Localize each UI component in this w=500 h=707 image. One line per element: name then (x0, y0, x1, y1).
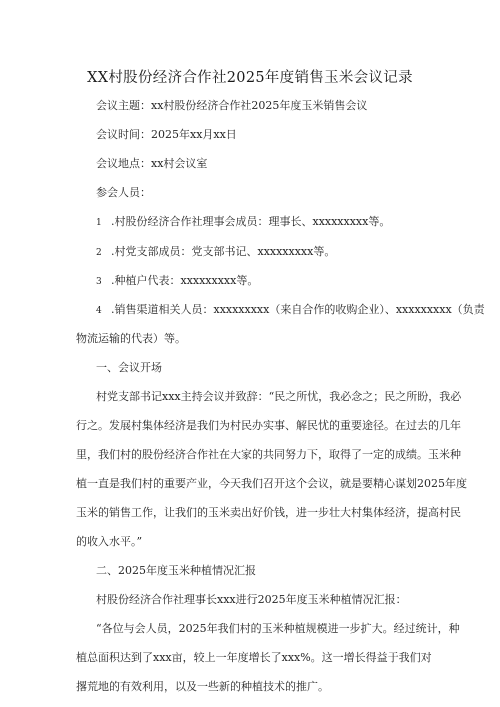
attendee-item (96, 272, 258, 288)
attendee-text: .销售渠道相关人员：xxxxxxxxx（来自合作的收购企业）、xxxxxxxxx（负责 (111, 303, 485, 316)
paragraph-line: 植一直是我们村的重要产业，今天我们召开这个会议，就是要精心谋划2025年度 (76, 477, 467, 490)
meeting-place: 会议地点：xx村会议室 (96, 157, 208, 170)
paragraph-line: 植总面积达到了xxx亩，较上一年度增长了xxx%。这一增长得益于我们对 (76, 651, 432, 664)
attendee-item (96, 213, 390, 229)
section-heading: 二、2025年度玉米种植情况汇报 (96, 564, 256, 577)
attendee-number: 1 (96, 218, 102, 228)
attendee-item (96, 301, 485, 317)
attendee-number: 2 (96, 248, 102, 258)
section-heading: 一、会议开场 (96, 361, 162, 374)
meeting-topic: 会议主题：xx村股份经济合作社2025年度玉米销售会议 (96, 99, 368, 112)
meeting-time: 会议时间：2025年xx月xx日 (96, 128, 237, 141)
paragraph-line: 撂荒地的有效利用，以及一些新的种植技术的推广。 (76, 680, 329, 693)
attendee-text: .村党支部成员：党支部书记、xxxxxxxxx等。 (111, 245, 336, 258)
attendee-number: 3 (96, 277, 102, 287)
attendee-number: 4 (96, 306, 102, 316)
paragraph-line: 行之。发展村集体经济是我们为村民办实事、解民忧的重要途径。在过去的几年 (76, 419, 461, 432)
attendee-continuation: 物流运输的代表）等。 (76, 332, 186, 345)
attendee-text: .种植户代表：xxxxxxxxx等。 (111, 274, 259, 287)
paragraph-line: 里，我们村的股份经济合作社在大家的共同努力下，取得了一定的成绩。玉米种 (76, 448, 461, 461)
paragraph-line: 玉米的销售工作，让我们的玉米卖出好价钱，进一步壮大村集体经济，提高村民 (76, 506, 461, 519)
attendee-item (96, 243, 335, 259)
document-title: XX村股份经济合作社2025年度销售玉米会议记录 (87, 70, 413, 86)
attendees-label: 参会人员： (96, 186, 151, 199)
paragraph-line: “各位与会人员，2025年我们村的玉米种植规模进一步扩大。经过统计，种 (96, 622, 460, 635)
paragraph-line: 的收入水平。” (76, 535, 143, 548)
attendee-text: .村股份经济合作社理事会成员：理事长、xxxxxxxxx等。 (111, 215, 391, 228)
paragraph-line: 村党支部书记xxx主持会议并致辞：“民之所忧，我必念之；民之所盼，我必 (96, 390, 462, 403)
paragraph-line: 村股份经济合作社理事长xxx进行2025年度玉米种植情况汇报： (96, 593, 407, 606)
